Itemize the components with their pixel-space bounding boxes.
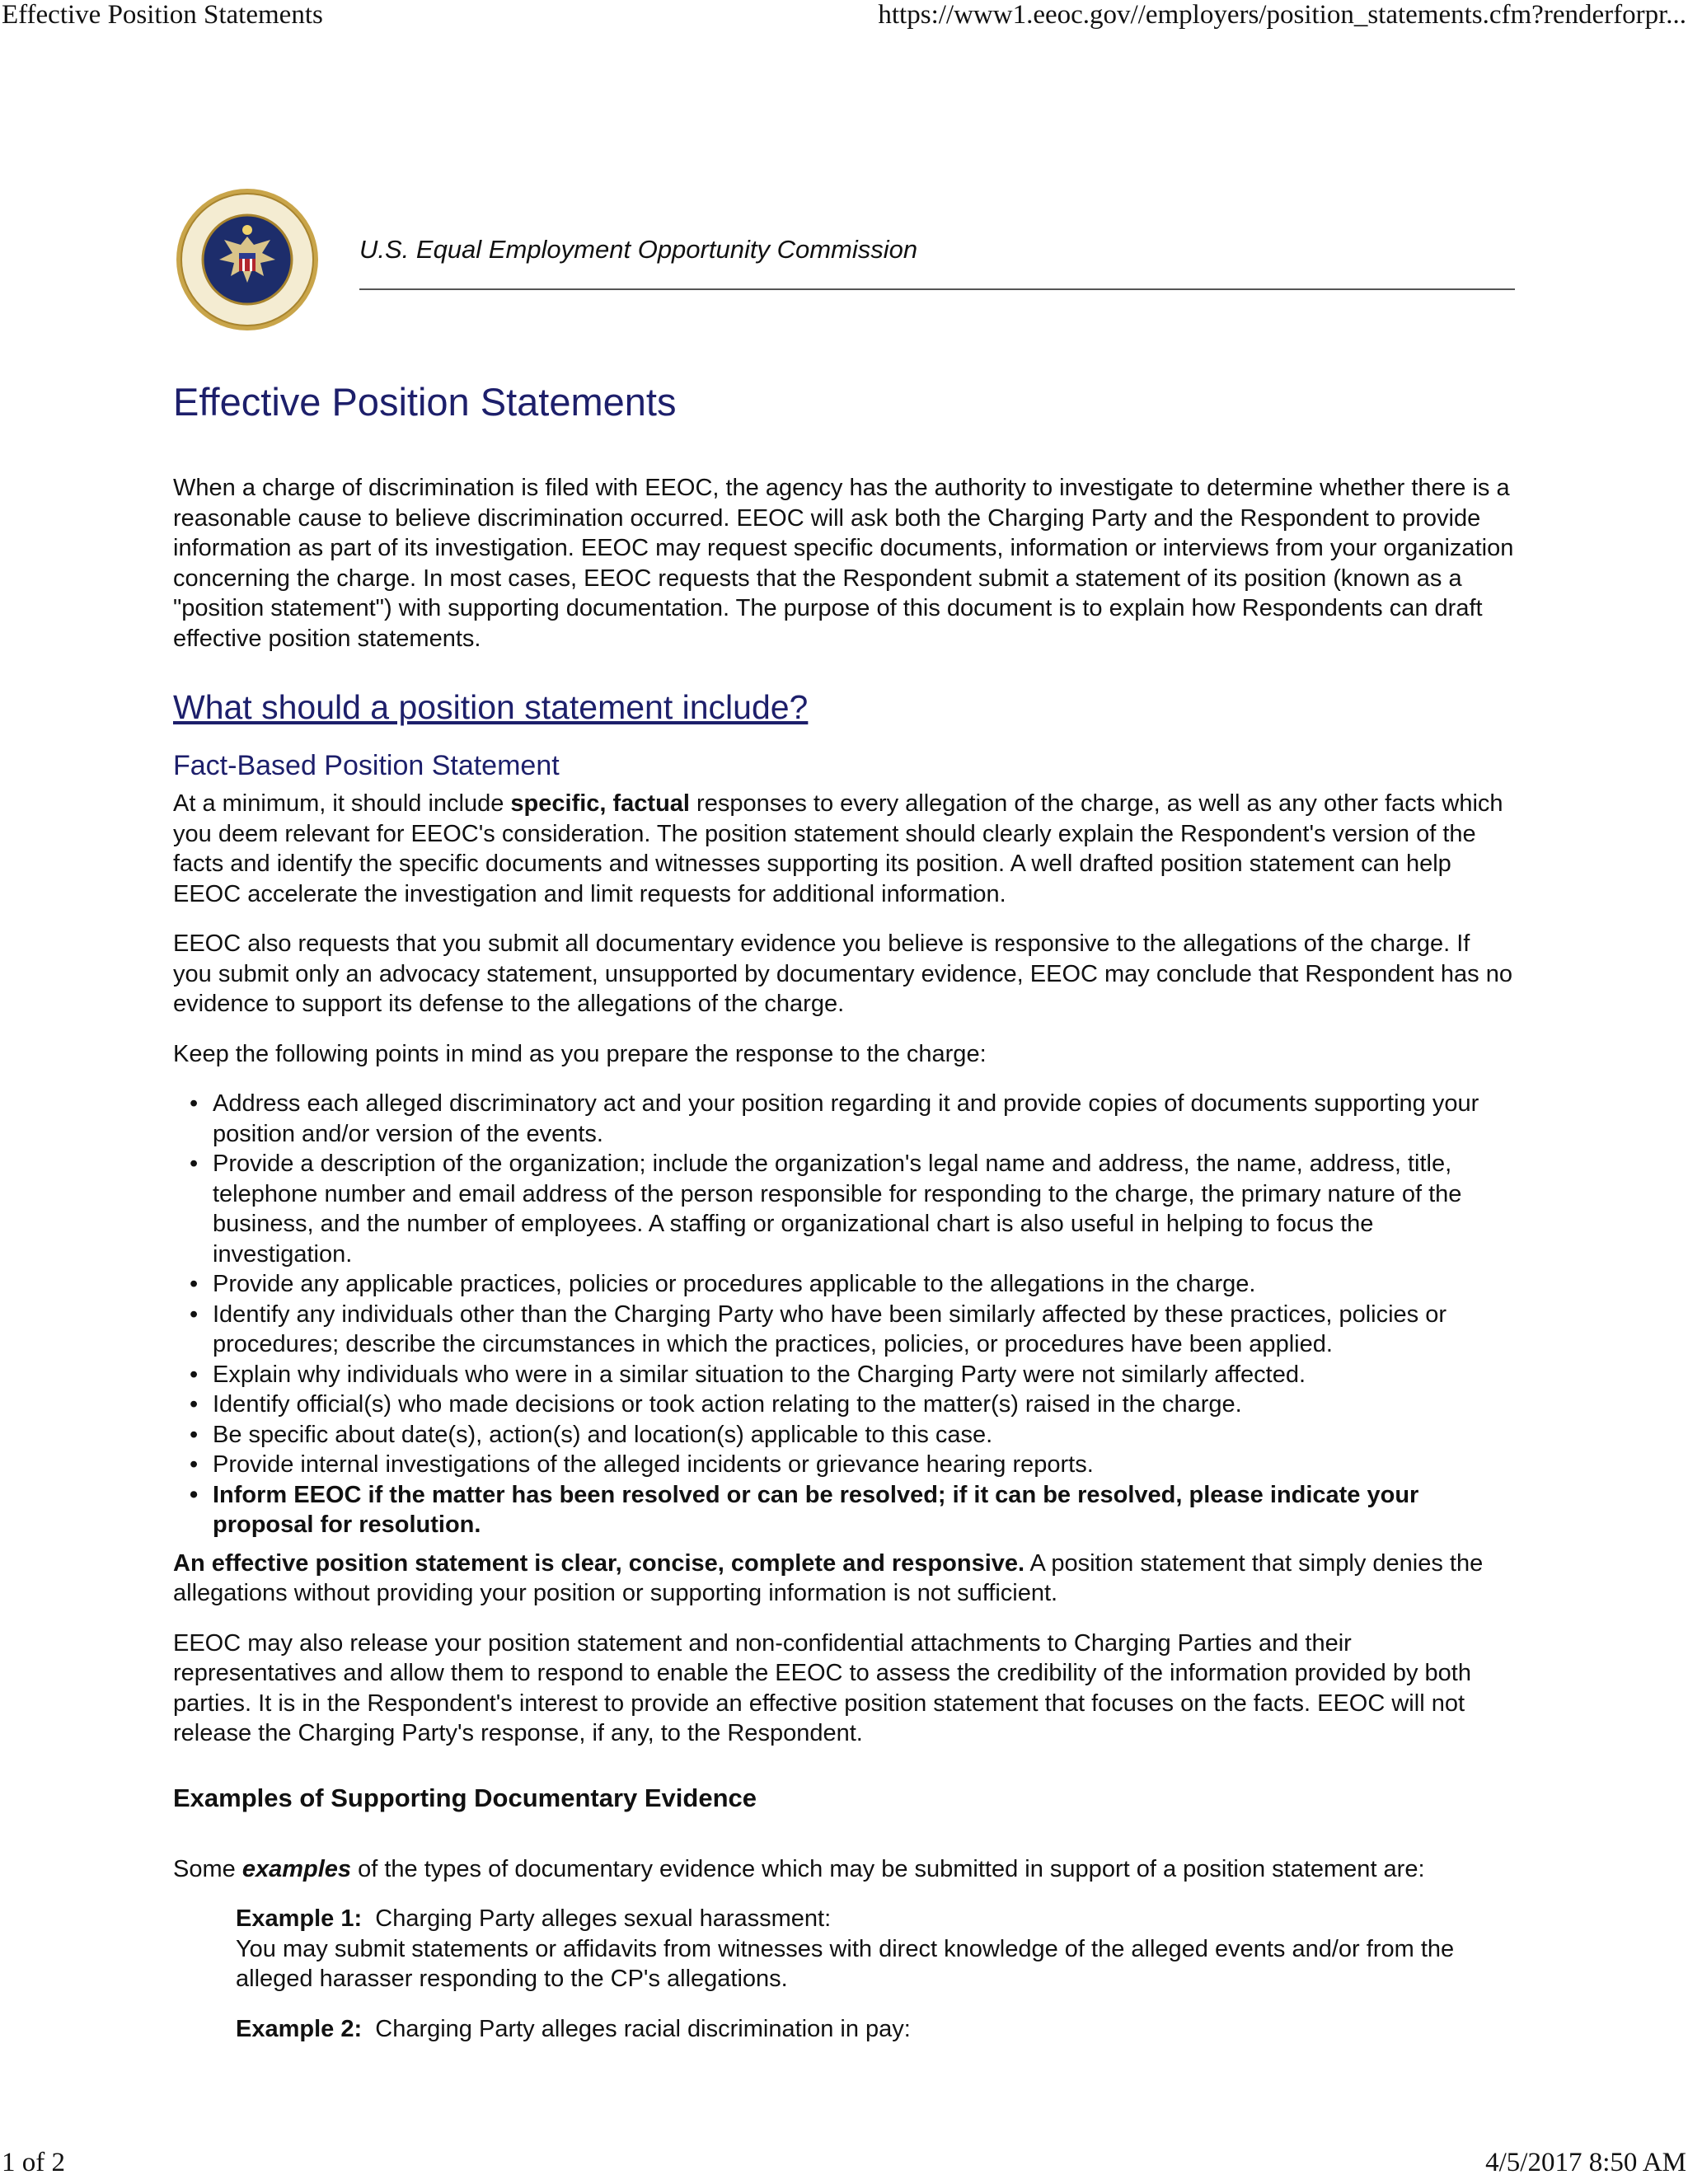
list-item: • Provide internal investigations of the alleged incidents or grievance hearing reports. xyxy=(213,1450,1515,1480)
page-title: Effective Position Statements xyxy=(173,380,677,424)
points-list xyxy=(173,1089,1515,1540)
list-item: • Be specific about date(s), action(s) and location(s) applicable to this case. xyxy=(213,1420,1515,1451)
evidence-paragraph: EEOC also requests that you submit all documentary evidence you believe is responsive to the allegations of the charge. If you submit only an advocacy statement, unsupported by documentary evidence, EEOC may conclude that Respondent has no evidence to support its defense to the allegations of the charge. xyxy=(173,930,1512,1017)
list-item: • Identify any individuals other than the Charging Party who have been similarly affected by these practices, policies or procedures; describe the circumstances in which the practices, policies, or procedures have been applied. xyxy=(213,1300,1515,1360)
list-item: • Provide any applicable practices, policies or procedures applicable to the allegations in the charge. xyxy=(213,1269,1515,1300)
list-item: • Inform EEOC if the matter has been resolved or can be resolved; if it can be resolved, please indicate your proposal for resolution. xyxy=(213,1480,1515,1540)
example-1: Example 1: Charging Party alleges sexual harassment: You may submit statements or affidavits from witnesses with direct knowledge of the alleged events and/or from the alleged harasser responding to the CP's allegations. xyxy=(236,1905,1455,1992)
list-item: • Identify official(s) who made decisions or took action relating to the matter(s) raised in the charge. xyxy=(213,1390,1515,1420)
list-item: • Provide a description of the organization; include the organization's legal name and address, the name, address, title, telephone number and email address of the person responsible for responding to the charge, the primary nature of the business, and the number of employees. A staffing or organizational chart is also useful in helping to focus the investigation. xyxy=(213,1149,1515,1269)
print-footer xyxy=(0,2148,1688,2184)
page-number: 1 of 2 xyxy=(2,2148,65,2177)
intro-paragraph: When a charge of discrimination is filed with EEOC, the agency has the authority to investigate to determine whether there is a reasonable cause to believe discrimination occurred. EEOC will ask both the Charging Party and the Respondent to provide information as part of its investigation. EEOC may request specific documents, information or interviews from your organization concerning the charge. In most cases, EEOC requests that the Respondent submit a statement of its position (known as a "position statement") with supporting documentation. The purpose of this document is to explain how Respondents can draft effective position statements. xyxy=(173,475,1514,652)
list-item: • Address each alleged discriminatory act and your position regarding it and provide copies of documents supporting your position and/or version of the events. xyxy=(213,1089,1515,1149)
agency-name: U.S. Equal Employment Opportunity Commission xyxy=(359,235,918,264)
examples-heading: Examples of Supporting Documentary Evidence xyxy=(173,1783,757,1812)
examples-intro: Some examples of the types of documentary evidence which may be submitted in support of a position statement are: xyxy=(173,1855,1425,1882)
print-header-title: Effective Position Statements xyxy=(2,0,323,30)
fact-based-paragraph: At a minimum, it should include specific, factual responses to every allegation of the charge, as well as any other facts which you deem relevant for EEOC's consideration. The position statement should clearly explain the Respondent's version of the facts and identify the specific documents and witnesses supporting its position. A well drafted position statement can help EEOC accelerate the investigation and limit requests for additional information. xyxy=(173,790,1503,907)
print-header-url: https://www1.eeoc.gov//employers/position_statements.cfm?renderforpr... xyxy=(878,0,1686,30)
list-item: • Explain why individuals who were in a similar situation to the Charging Party were not similarly affected. xyxy=(213,1360,1515,1390)
release-paragraph: EEOC may also release your position statement and non-confidential attachments to Charging Parties and their representatives and allow them to respond to enable the EEOC to assess the credibility of the information provided by both parties. It is in the Respondent's interest to provide an effective position statement that focuses on the facts. EEOC will not release the Charging Party's response, if any, to the Respondent. xyxy=(173,1629,1471,1746)
points-intro: Keep the following points in mind as you prepare the response to the charge: xyxy=(173,1040,987,1067)
section-heading: What should a position statement include? xyxy=(173,688,809,726)
effective-paragraph: An effective position statement is clear, concise, complete and responsive. A position statement that simply denies the allegations without providing your position or supporting information is not sufficient. xyxy=(173,1549,1484,1606)
document-content xyxy=(173,185,1515,2044)
print-header xyxy=(0,0,1688,36)
print-datetime: 4/5/2017 8:50 AM xyxy=(1485,2148,1686,2177)
subheading: Fact-Based Position Statement xyxy=(173,750,560,781)
example-2: Example 2: Charging Party alleges racial discrimination in pay: xyxy=(236,2015,911,2042)
eeoc-seal-icon xyxy=(173,185,321,334)
banner-divider xyxy=(359,288,1515,290)
agency-banner xyxy=(173,185,1515,346)
